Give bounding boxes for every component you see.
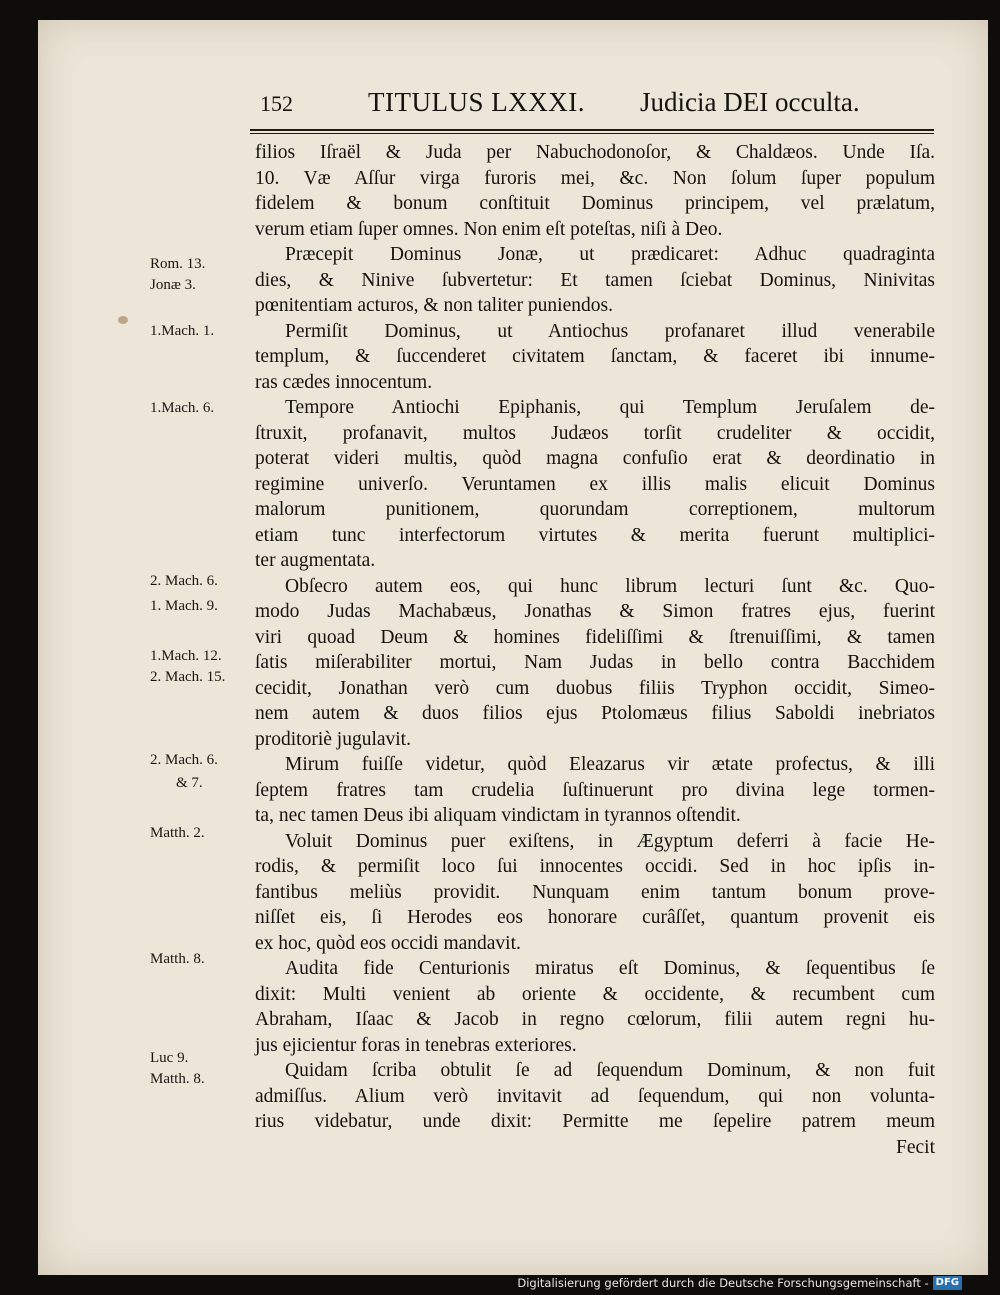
text-line: fidelem & bonum conſtituit Dominus principem, vel prælatum, — [255, 193, 935, 214]
text-line: rius videbatur, unde dixit: Permitte me ſepelire patrem meum — [255, 1111, 935, 1132]
chapter-title: TITULUS LXXXI. — [368, 87, 585, 117]
margin-note: 1. Mach. 9. — [150, 598, 218, 614]
body-text — [255, 140, 935, 1160]
text-line: 10. Væ Aſſur virga furoris mei, &c. Non ſolum ſuper populum — [255, 167, 935, 189]
text-line: ſtruxit, profanavit, multos Judæos torſit crudeliter & occidit, — [255, 422, 935, 444]
text-line: Quidam ſcriba obtulit ſe ad ſequendum Dominum, & non fuit — [285, 1060, 935, 1081]
margin-note: Rom. 13. — [150, 256, 206, 272]
paper-stain — [118, 316, 128, 324]
text-line: etiam tunc interfectorum virtutes & merita fuerunt multiplici- — [255, 524, 935, 546]
text-line: jus ejicientur foras in tenebras exteriores. — [255, 1034, 577, 1056]
margin-note: Matth. 8. — [150, 1071, 205, 1087]
text-line: dixit: Multi venient ab oriente & occidente, & recumbent cum — [255, 983, 935, 1005]
text-line: regimine univerſo. Veruntamen ex illis malis elicuit Dominus — [255, 473, 935, 495]
text-line: fantibus meliùs providit. Nunquam enim tantum bonum prove- — [255, 881, 935, 903]
text-line: Permiſit Dominus, ut Antiochus profanaret illud venerabile — [285, 320, 935, 342]
text-line: templum, & ſuccenderet civitatem ſanctam, & faceret ibi innume- — [255, 346, 935, 367]
dfg-logo: DFG — [933, 1276, 962, 1290]
text-line: dies, & Ninive ſubvertetur: Et tamen ſciebat Dominus, Ninivitas — [255, 269, 935, 291]
margin-note: Matth. 2. — [150, 825, 205, 841]
margin-note: 1.Mach. 1. — [150, 323, 215, 339]
text-line: Mirum fuiſſe videtur, quòd Eleazarus vir ætate profectus, & illi — [285, 754, 935, 775]
chapter-subtitle: Judicia DEI occulta. — [640, 87, 860, 117]
digitization-footer — [517, 1275, 962, 1291]
text-line: ex hoc, quòd eos occidi mandavit. — [255, 932, 521, 954]
margin-note: 2. Mach. 6. — [150, 573, 218, 589]
text-line: filios Iſraël & Juda per Nabuchodonoſor, & Chaldæos. Unde Iſa. — [255, 142, 935, 163]
text-line: Voluit Dominus puer exiſtens, in Ægyptum deferri à facie He- — [285, 830, 935, 852]
margin-note: 1.Mach. 6. — [150, 400, 215, 416]
margin-note: 1.Mach. 12. — [150, 648, 222, 664]
text-line: admiſſus. Alium verò invitavit ad ſequendum, qui non volunta- — [255, 1085, 935, 1107]
text-line: viri quoad Deum & homines fideliſſimi & ſtrenuiſſimi, & tamen — [255, 626, 935, 648]
text-line: Audita fide Centurionis miratus eſt Dominus, & ſequentibus ſe — [285, 958, 935, 979]
text-line: rodis, & permiſit loco ſui innocentes occidi. Sed in hoc ipſis in- — [255, 856, 935, 877]
text-line: ta, nec tamen Deus ibi aliquam vindictam in tyrannos oſtendit. — [255, 805, 741, 826]
margin-note: 2. Mach. 6. — [150, 752, 218, 768]
text-line: niſſet eis, ſi Herodes eos honorare curâſſet, quantum provenit eis — [255, 907, 935, 928]
text-line: ſeptem fratres tam crudelia ſuſtinuerunt pro divina lege tormen- — [255, 779, 935, 801]
text-line: proditoriè jugulavit. — [255, 728, 411, 750]
margin-note: Matth. 8. — [150, 951, 205, 967]
margin-note: Luc 9. — [150, 1050, 189, 1066]
text-line: Obſecro autem eos, qui hunc librum lecturi ſunt &c. Quo- — [285, 575, 935, 597]
margin-note: 2. Mach. 15. — [150, 669, 226, 685]
text-line: ras cædes innocentum. — [255, 371, 433, 393]
margin-note: Jonæ 3. — [150, 277, 196, 293]
margin-note: & 7. — [176, 775, 203, 791]
text-line: Abraham, Iſaac & Jacob in regno cœlorum, filii autem regni hu- — [255, 1009, 935, 1030]
text-line: malorum punitionem, quorundam correptionem, multorum — [255, 499, 935, 520]
text-line: modo Judas Machabæus, Jonathas & Simon fratres ejus, fuerint — [255, 601, 935, 622]
text-line: ſatis miſerabiliter mortui, Nam Judas in bello contra Bacchidem — [255, 652, 935, 673]
text-line: verum etiam ſuper omnes. Non enim eſt poteſtas, niſi à Deo. — [255, 218, 723, 240]
footer-text: Digitalisierung gefördert durch die Deutsche Forschungsgemeinschaft - — [517, 1276, 929, 1290]
page-number: 152 — [260, 91, 293, 116]
text-line: Tempore Antiochi Epiphanis, qui Templum Jeruſalem de- — [285, 397, 935, 418]
text-line: nem autem & duos filios ejus Ptolomæus filius Saboldi inebriatos — [255, 703, 935, 724]
text-line: ter augmentata. — [255, 550, 376, 571]
text-line: poterat videri multis, quòd magna confuſio erat & deordinatio in — [255, 448, 935, 469]
text-line: Præcepit Dominus Jonæ, ut prædicaret: Adhuc quadraginta — [285, 244, 935, 265]
running-header — [218, 87, 878, 123]
text-line: cecidit, Jonathan verò cum duobus filiis Tryphon occidit, Simeo- — [255, 677, 935, 699]
text-line: pœnitentiam acturos, & non taliter puniendos. — [255, 295, 613, 316]
catchword: Fecit — [896, 1136, 935, 1158]
header-rule — [250, 129, 934, 131]
header-rule-thin — [250, 133, 934, 134]
